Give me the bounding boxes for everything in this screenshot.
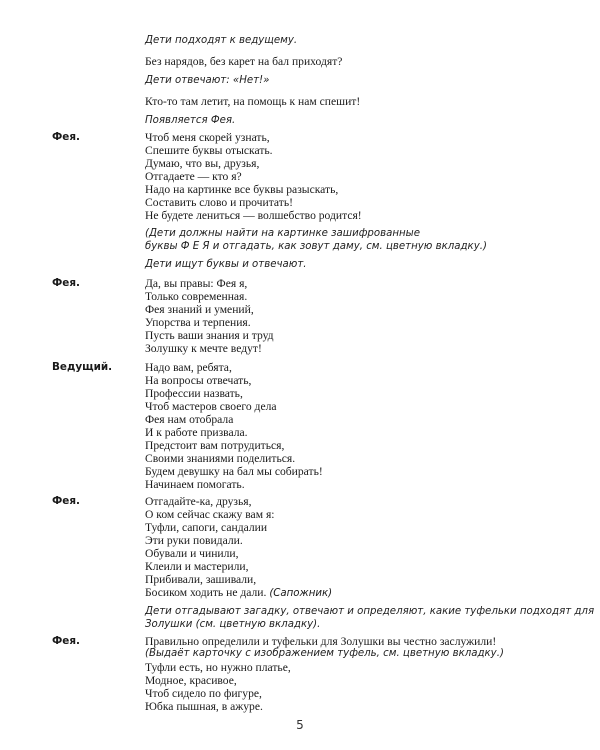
verse-line: Чтоб мастеров своего дела (145, 400, 277, 413)
verse-line: На вопросы отвечать, (145, 374, 252, 387)
speaker-label: Ведущий. (52, 361, 113, 373)
verse-line: Туфли есть, но нужно платье, (145, 661, 291, 674)
verse-text: Босиком ходить не дали. (145, 586, 267, 599)
stage-direction: (Дети должны найти на картинке зашифрованные (145, 228, 420, 239)
speaker-label: Фея. (52, 277, 80, 289)
dialogue-line: Кто-то там летит, на помощь к нам спешит! (145, 95, 361, 108)
verse-line: Эти руки повидали. (145, 534, 243, 547)
stage-direction: Золушки (см. цветную вкладку). (145, 619, 321, 630)
verse-line: Только современная. (145, 290, 248, 303)
verse-line: Отгадайте-ка, друзья, (145, 495, 252, 508)
verse-line: Отгадаете — кто я? (145, 170, 242, 183)
speaker-label: Фея. (52, 635, 80, 647)
verse-line: Золушку к мечте ведут! (145, 342, 262, 355)
verse-line: Чтоб сидело по фигуре, (145, 687, 262, 700)
verse-line: Предстоит вам потрудиться, (145, 439, 285, 452)
verse-line: Клеили и мастерили, (145, 560, 249, 573)
verse-line: Будем девушку на бал мы собирать! (145, 465, 323, 478)
verse-line: Начинаем помогать. (145, 478, 245, 491)
verse-line: Упорства и терпения. (145, 316, 251, 329)
verse-line: Юбка пышная, в ажуре. (145, 700, 263, 713)
verse-line: И к работе призвала. (145, 426, 248, 439)
stage-direction: Дети ищут буквы и отвечают. (145, 259, 307, 270)
verse-line: Не будете лениться — волшебство родится! (145, 209, 362, 222)
verse-line: Модное, красивое, (145, 674, 237, 687)
verse-line: Чтоб меня скорей узнать, (145, 131, 270, 144)
stage-direction: буквы Ф Е Я и отгадать, как зовут даму, см. цветную вкладку.) (145, 241, 487, 252)
speaker-label: Фея. (52, 131, 80, 143)
dialogue-line: Правильно определили и туфельки для Золушки вы честно заслужили! (145, 635, 497, 648)
verse-line: Прибивали, зашивали, (145, 573, 257, 586)
verse-line (145, 586, 332, 599)
stage-direction: Дети подходят к ведущему. (145, 35, 298, 46)
verse-line: Фея знаний и умений, (145, 303, 254, 316)
dialogue-line: Без нарядов, без карет на бал приходят? (145, 55, 343, 68)
verse-line: Профессии назвать, (145, 387, 243, 400)
page-number: 5 (296, 718, 304, 732)
verse-line: О ком сейчас скажу вам я: (145, 508, 275, 521)
stage-direction: (Выдаёт карточку с изображением туфель, см. цветную вкладку.) (145, 648, 504, 659)
verse-line: Да, вы правы: Фея я, (145, 277, 248, 290)
verse-line: Думаю, что вы, друзья, (145, 157, 260, 170)
answer-note: (Сапожник) (269, 588, 333, 599)
verse-line: Составить слово и прочитать! (145, 196, 293, 209)
stage-direction: Дети отвечают: «Нет!» (145, 75, 270, 86)
verse-line: Туфли, сапоги, сандалии (145, 521, 268, 534)
verse-line: Пусть ваши знания и труд (145, 329, 274, 342)
verse-line: Фея нам отобрала (145, 413, 234, 426)
verse-line: Обували и чинили, (145, 547, 239, 560)
verse-line: Спешите буквы отыскать. (145, 144, 273, 157)
stage-direction: Появляется Фея. (145, 115, 236, 126)
verse-line: Надо вам, ребята, (145, 361, 232, 374)
verse-line: Своими знаниями поделиться. (145, 452, 296, 465)
verse-line: Надо на картинке все буквы разыскать, (145, 183, 339, 196)
speaker-label: Фея. (52, 495, 80, 507)
stage-direction: Дети отгадывают загадку, отвечают и определяют, какие туфельки подходят для (145, 606, 595, 617)
